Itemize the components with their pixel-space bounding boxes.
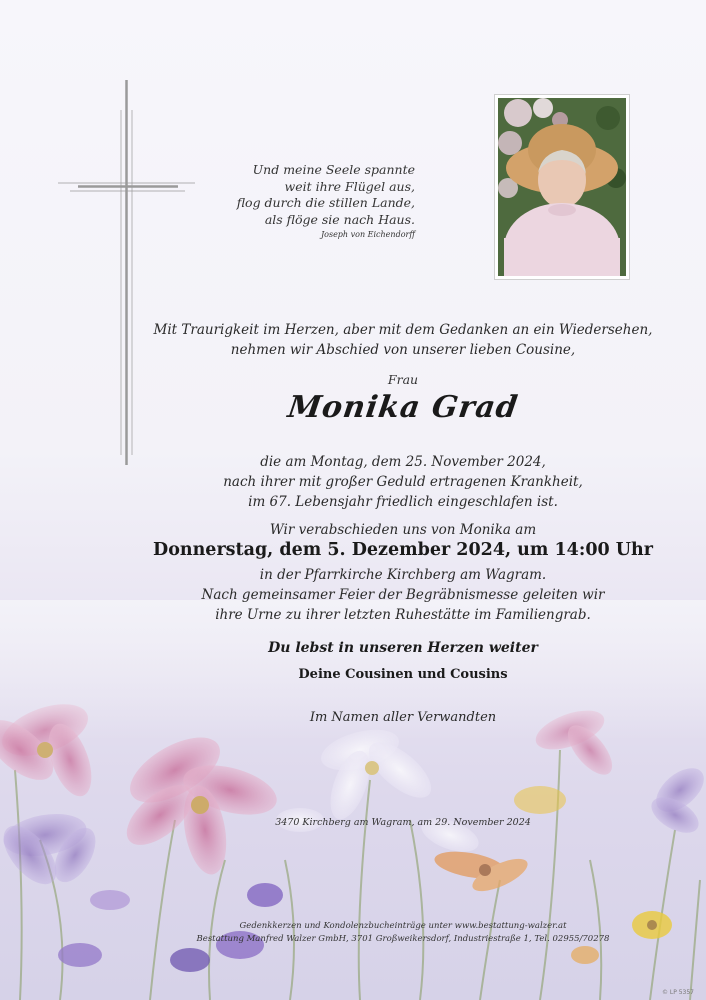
intro-line: Mit Traurigkeit im Herzen, aber mit dem Gedanken an ein Wiedersehen,	[153, 322, 653, 338]
intro-text	[140, 320, 666, 360]
ceremony-text	[140, 565, 666, 625]
place-date: 3470 Kirchberg am Wagram, am 29. November 2024	[275, 817, 531, 828]
deceased-name: Monika Grad	[285, 390, 521, 425]
relatives: Im Namen aller Verwandten	[309, 710, 497, 725]
farewell-intro: Wir verabschieden uns von Monika am	[269, 522, 537, 538]
ceremony-line: ihre Urne zu ihrer letzten Ruhestätte im Familiengrab.	[215, 607, 591, 623]
portrait-photo	[494, 94, 630, 280]
motto: Du lebst in unseren Herzen weiter	[268, 640, 538, 656]
farewell-date: Donnerstag, dem 5. Dezember 2024, um 14:00 Uhr	[153, 540, 653, 560]
death-notice	[140, 452, 666, 512]
print-code: © LP 5357	[661, 989, 694, 996]
footer-line: Gedenkkerzen und Kondolenzbucheinträge unter www.bestattung-walzer.at	[239, 921, 567, 931]
footer-line: Bestattung Manfred Walzer GmbH, 3701 Großweikersdorf, Industriestraße 1, Tel. 02955/70278	[196, 934, 610, 944]
intro-line: nehmen wir Abschied von unserer lieben Cousine,	[230, 342, 576, 358]
poem	[200, 162, 415, 241]
poem-author: Joseph von Eichendorff	[320, 230, 415, 239]
poem-line: Und meine Seele spannte	[252, 162, 415, 177]
ceremony-line: Nach gemeinsamer Feier der Begräbnismesse geleiten wir	[201, 587, 605, 603]
poem-line: als flöge sie nach Haus.	[264, 211, 415, 227]
portrait-icon	[498, 98, 626, 276]
poem-line: flog durch die stillen Lande,	[236, 195, 415, 210]
poem-line: weit ihre Flügel aus,	[284, 178, 415, 194]
death-line: nach ihrer mit großer Geduld ertragenen Krankheit,	[223, 474, 583, 490]
ceremony-line: in der Pfarrkirche Kirchberg am Wagram.	[259, 567, 547, 583]
salutation: Frau	[387, 372, 419, 387]
death-line: die am Montag, dem 25. November 2024,	[260, 454, 546, 470]
death-line: im 67. Lebensjahr friedlich eingeschlafen ist.	[248, 494, 558, 510]
funeral-home-footer	[140, 920, 666, 946]
signers: Deine Cousinen und Cousins	[298, 667, 508, 682]
